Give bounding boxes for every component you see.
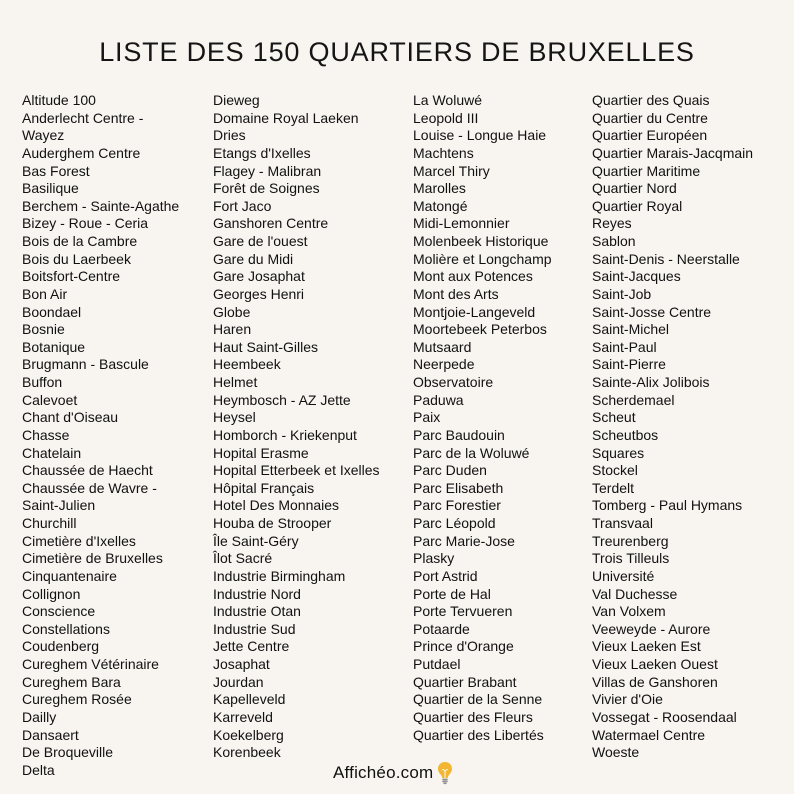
district-item: Gare Josaphat: [213, 268, 305, 285]
district-item: Cimetière d'Ixelles: [22, 532, 136, 549]
district-item: Dailly: [22, 708, 57, 725]
district-item: Porte de Hal: [413, 585, 491, 602]
district-item: Quartier des Fleurs: [413, 708, 533, 725]
district-item: Mutsaard: [413, 338, 472, 355]
district-item: Saint-Pierre: [592, 356, 666, 373]
district-item: Parc de la Woluwé: [413, 444, 530, 461]
district-item: Heymbosch - AZ Jette: [213, 391, 351, 408]
district-item: Vivier d'Oie: [592, 691, 663, 708]
district-item: Potaarde: [413, 620, 470, 637]
district-item: Koekelberg: [213, 726, 284, 743]
district-item: Port Astrid: [413, 567, 478, 584]
district-item: Houba de Strooper: [213, 515, 332, 531]
district-item: Île Saint-Géry: [213, 532, 299, 549]
district-item: Chaussée de Wavre -: [22, 479, 157, 496]
district-item: Putdael: [413, 656, 461, 672]
district-item: Fort Jaco: [213, 197, 272, 214]
district-item: Quartier Européen: [592, 127, 708, 144]
district-item: Buffon: [22, 374, 63, 390]
district-item: Josaphat: [213, 656, 270, 672]
district-item: Homborch - Kriekenput: [213, 426, 357, 443]
district-item: Quartier des Quais: [592, 92, 710, 108]
district-item: Van Volxem: [592, 603, 666, 620]
district-item: Kapelleveld: [213, 691, 286, 708]
district-item: Chasse: [22, 426, 70, 443]
district-item: Dansaert: [22, 726, 79, 743]
district-item: Mont des Arts: [413, 285, 499, 302]
district-item: Reyes: [592, 215, 632, 232]
district-item: Leopold III: [413, 109, 479, 126]
district-item: Louise - Longue Haie: [413, 127, 547, 144]
district-item: Collignon: [22, 585, 81, 602]
district-item: Vossegat - Roosendaal: [592, 708, 737, 725]
district-item: Chaussée de Haecht: [22, 462, 153, 479]
district-item: Observatoire: [413, 374, 494, 390]
district-item: Berchem - Sainte-Agathe: [22, 197, 180, 214]
district-item: Quartier des Libertés: [413, 726, 544, 743]
district-item: Scheut: [592, 409, 636, 426]
district-item: Marolles: [413, 180, 466, 197]
district-item: Quartier du Centre: [592, 109, 708, 126]
district-item: Parc Léopold: [413, 515, 496, 531]
district-item: Churchill: [22, 515, 77, 531]
district-item: Transvaal: [592, 515, 653, 531]
district-item: Boitsfort-Centre: [22, 268, 121, 285]
district-item: Hôpital Français: [213, 479, 315, 496]
district-item: Paix: [413, 409, 441, 426]
district-item: Korenbeek: [213, 744, 281, 761]
district-item: Stockel: [592, 462, 638, 479]
district-item: Woeste: [592, 744, 640, 761]
district-item: Îlot Sacré: [213, 550, 273, 567]
district-item: Saint-Denis - Neerstalle: [592, 250, 740, 267]
district-item: Ganshoren Centre: [213, 215, 329, 232]
district-item: Bois de la Cambre: [22, 233, 138, 249]
district-item: Chant d'Oiseau: [22, 409, 119, 426]
district-item: Parc Elisabeth: [413, 479, 504, 496]
district-item: Saint-Michel: [592, 321, 670, 338]
district-item: Saint-Jacques: [592, 268, 681, 285]
district-item: Plasky: [413, 550, 455, 567]
district-item: Porte Tervueren: [413, 603, 513, 620]
district-item: Jette Centre: [213, 638, 290, 655]
district-item: Prince d'Orange: [413, 638, 514, 655]
district-item: Paduwa: [413, 391, 464, 408]
district-item: Wayez: [22, 127, 65, 144]
district-item: Tomberg - Paul Hymans: [592, 497, 743, 514]
district-item: Watermael Centre: [592, 726, 706, 743]
district-item: Quartier de la Senne: [413, 691, 543, 708]
district-item: Boondael: [22, 303, 82, 320]
district-item: Altitude 100: [22, 92, 96, 108]
district-item: Scheutbos: [592, 426, 659, 443]
district-item: Squares: [592, 444, 645, 461]
district-item: Vieux Laeken Est: [592, 638, 701, 655]
district-item: Globe: [213, 303, 251, 320]
district-item: Haut Saint-Gilles: [213, 338, 319, 355]
district-item: Haren: [213, 321, 252, 338]
district-item: Machtens: [413, 144, 474, 161]
district-item: Marcel Thiry: [413, 162, 490, 179]
district-item: Montjoie-Langeveld: [413, 303, 536, 320]
district-item: Quartier Royal: [592, 197, 683, 214]
district-item: Mont aux Potences: [413, 268, 533, 285]
district-item: Parc Marie-Jose: [413, 532, 515, 549]
district-item: Cureghem Rosée: [22, 691, 132, 708]
district-item: Matongé: [413, 197, 468, 214]
district-item: Cimetière de Bruxelles: [22, 550, 163, 567]
district-item: Bois du Laerbeek: [22, 250, 131, 267]
district-item: Industrie Birmingham: [213, 567, 346, 584]
district-item: Saint-Josse Centre: [592, 303, 712, 320]
district-item: Sablon: [592, 233, 636, 249]
brand-name: Affichéo.com: [333, 763, 434, 782]
brand-logo: [333, 760, 453, 786]
district-item: Veeweyde - Aurore: [592, 620, 711, 637]
district-item: Université: [592, 567, 655, 584]
district-item: Parc Forestier: [413, 497, 501, 514]
page-title: LISTE DES 150 QUARTIERS DE BRUXELLES: [99, 37, 695, 67]
district-item: La Woluwé: [413, 92, 483, 108]
district-item: Jourdan: [213, 673, 264, 690]
district-item: Heysel: [213, 409, 256, 426]
district-item: Hopital Erasme: [213, 444, 309, 461]
district-item: Treurenberg: [592, 532, 669, 549]
district-item: Quartier Nord: [592, 180, 677, 197]
district-item: Saint-Julien: [22, 497, 96, 514]
district-item: Gare du Midi: [213, 250, 294, 267]
district-item: Bizey - Roue - Ceria: [22, 215, 149, 232]
district-item: Bon Air: [22, 285, 68, 302]
district-item: Dieweg: [213, 92, 260, 108]
district-item: Karreveld: [213, 708, 273, 725]
district-item: Sainte-Alix Jolibois: [592, 374, 710, 390]
district-item: Coudenberg: [22, 638, 100, 655]
district-item: Cureghem Vétérinaire: [22, 656, 159, 672]
district-item: Etangs d'Ixelles: [213, 144, 311, 161]
district-item: Delta: [22, 761, 55, 778]
lightbulb-icon: [437, 761, 453, 785]
district-item: Neerpede: [413, 356, 475, 373]
district-item: Forêt de Soignes: [213, 180, 320, 197]
district-item: Parc Duden: [413, 462, 487, 479]
district-column-4: [592, 92, 753, 762]
district-item: Saint-Paul: [592, 338, 657, 355]
district-item: Helmet: [213, 374, 258, 390]
district-item: Hotel Des Monnaies: [213, 497, 340, 514]
district-item: Cinquantenaire: [22, 567, 117, 584]
district-item: Bas Forest: [22, 162, 90, 179]
district-item: Molenbeek Historique: [413, 233, 549, 249]
district-item: Parc Baudouin: [413, 426, 505, 443]
district-item: Gare de l'ouest: [213, 233, 308, 249]
district-item: Dries: [213, 127, 246, 144]
district-item: Constellations: [22, 620, 110, 637]
district-item: Val Duchesse: [592, 585, 678, 602]
district-column-1: [22, 92, 179, 779]
district-item: Heembeek: [213, 356, 281, 373]
district-item: Bosnie: [22, 321, 65, 338]
district-item: Industrie Sud: [213, 620, 296, 637]
district-item: Quartier Marais-Jacqmain: [592, 144, 754, 161]
district-item: Saint-Job: [592, 285, 652, 302]
district-item: Cureghem Bara: [22, 673, 121, 690]
district-item: Vieux Laeken Ouest: [592, 656, 718, 672]
district-item: Auderghem Centre: [22, 144, 141, 161]
district-item: Calevoet: [22, 391, 78, 408]
district-item: Midi-Lemonnier: [413, 215, 510, 232]
district-item: Georges Henri: [213, 285, 305, 302]
district-item: Flagey - Malibran: [213, 162, 322, 179]
district-item: Chatelain: [22, 444, 82, 461]
district-item: Villas de Ganshoren: [592, 673, 718, 690]
district-item: Quartier Brabant: [413, 673, 517, 690]
district-item: Anderlecht Centre -: [22, 109, 144, 126]
district-item: Industrie Otan: [213, 603, 301, 620]
district-column-2: [213, 92, 380, 762]
district-column-3: [413, 92, 552, 744]
district-item: Hopital Etterbeek et Ixelles: [213, 462, 380, 479]
district-item: Botanique: [22, 338, 86, 355]
district-item: Domaine Royal Laeken: [213, 109, 359, 126]
district-item: Conscience: [22, 603, 96, 620]
district-item: Industrie Nord: [213, 585, 301, 602]
district-item: De Broqueville: [22, 744, 114, 761]
district-item: Quartier Maritime: [592, 162, 701, 179]
district-item: Scherdemael: [592, 391, 675, 408]
district-item: Terdelt: [592, 479, 635, 496]
district-item: Brugmann - Bascule: [22, 356, 149, 373]
district-item: Molière et Longchamp: [413, 250, 552, 267]
district-item: Moortebeek Peterbos: [413, 321, 547, 338]
district-item: Basilique: [22, 180, 79, 197]
district-item: Trois Tilleuls: [592, 550, 670, 567]
